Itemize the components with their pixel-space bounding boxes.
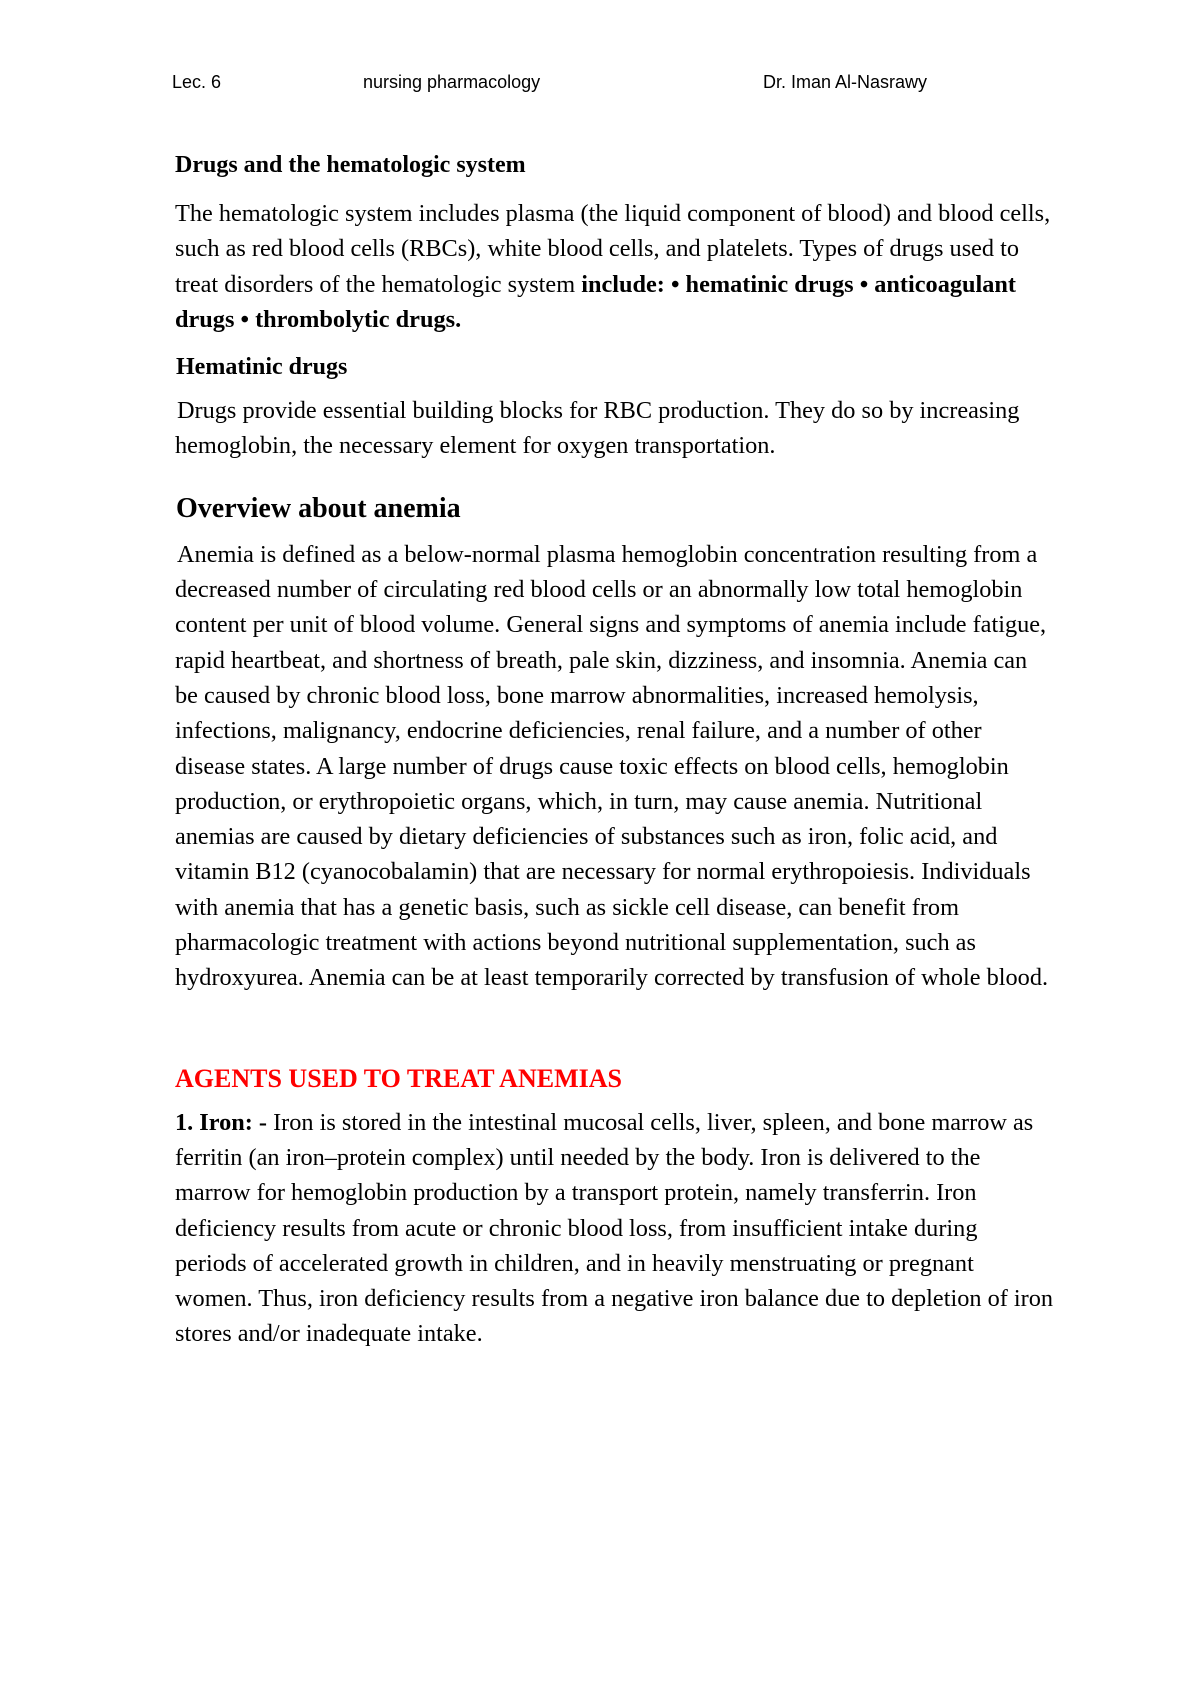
drug-types-list: include: • hematinic drugs • anticoagulant drugs • thrombolytic drugs. xyxy=(175,270,1017,333)
page-header xyxy=(0,72,1200,102)
iron-label: 1. Iron: - xyxy=(175,1108,268,1136)
course-name: nursing pharmacology xyxy=(363,72,541,92)
anemia-paragraph: Anemia is defined as a below-normal plasma hemoglobin concentration resulting from a decreased number of circulating red blood cells or an abnormally low total hemoglobin content per unit of blood volume. General signs and symptoms of anemia include fatigue, rapid heartbeat, and shortness of breath, pale skin, dizziness, and insomnia. Anemia can be caused by chronic blood loss, bone marrow abnormalities, increased hemolysis, infections, malignancy, endocrine deficiencies, renal failure, and a number of other disease states. A large number of drugs cause toxic effects on blood cells, hemoglobin production, or erythropoietic organs, which, in turn, may cause anemia. Nutritional anemias are caused by dietary deficiencies of substances such as iron, folic acid, and vitamin B12 (cyanocobalamin) that are necessary for normal erythropoiesis. Individuals with anemia that has a genetic basis, such as sickle cell disease, can benefit from pharmacologic treatment with actions beyond nutritional supplementation, such as hydroxyurea. Anemia can be at least temporarily corrected by transfusion of whole blood. xyxy=(175,540,1049,992)
hematologic-body-text: The hematologic system includes plasma (the liquid component of blood) and blood cells, such as red blood cells (RBCs), white blood cells, and platelets. Types of drugs used to treat disorders of the hematologic system xyxy=(175,200,1051,298)
section-title-agents: AGENTS USED TO TREAT ANEMIAS xyxy=(175,1063,622,1093)
document-body xyxy=(175,148,1055,1352)
section-title-hematinic: Hematinic drugs xyxy=(176,354,348,381)
lecture-number: Lec. 6 xyxy=(172,72,222,92)
section-title-anemia: Overview about anemia xyxy=(176,492,461,524)
hematinic-paragraph: Drugs provide essential building blocks for RBC production. They do so by increasing hemoglobin, the necessary element for oxygen transportation. xyxy=(175,397,1020,460)
iron-body-text: Iron is stored in the intestinal mucosal cells, liver, spleen, and bone marrow as ferritin (an iron–protein complex) until needed by the body. Iron is delivered to the marrow for hemoglobin production by a transport protein, namely transferrin. Iron deficiency results from acute or chronic blood loss, from insufficient intake during periods of accelerated growth in children, and in heavily menstruating or pregnant women. Thus, iron deficiency results from a negative iron balance due to depletion of iron stores and/or inadequate intake. xyxy=(175,1108,1054,1348)
section-title-hematologic: Drugs and the hematologic system xyxy=(175,152,526,178)
author-name: Dr. Iman Al-Nasrawy xyxy=(763,72,928,92)
iron-paragraph xyxy=(175,1105,1055,1352)
hematologic-paragraph xyxy=(175,196,1055,337)
